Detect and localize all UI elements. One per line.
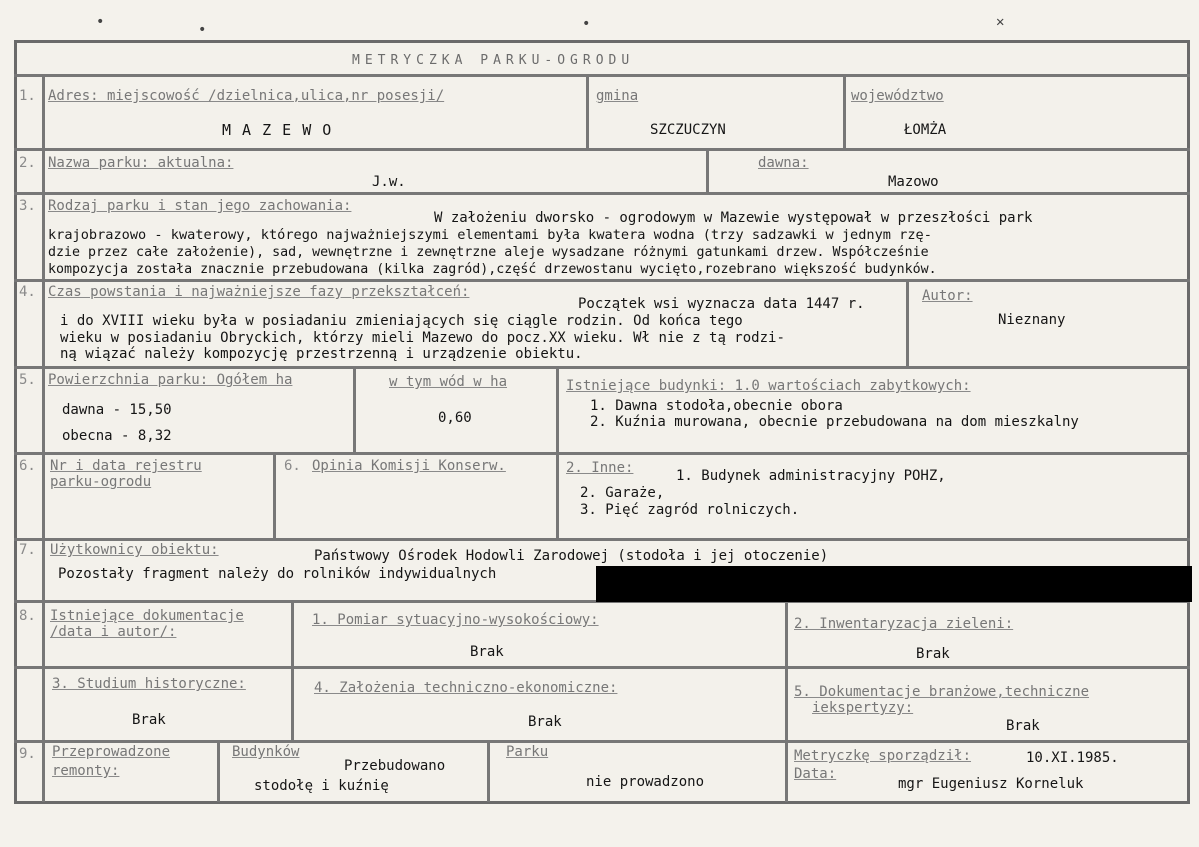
tech-economic-label: 4. Założenia techniczno-ekonomiczne: <box>314 680 618 696</box>
park-repairs-label: Parku <box>506 744 549 760</box>
col-divider <box>217 742 220 802</box>
park-repairs-value: nie prowadzono <box>586 774 705 790</box>
repairs-label: remonty: <box>52 763 120 779</box>
other-building-item: 1. Budynek administracyjny POHZ, <box>676 468 946 484</box>
col-divider <box>586 76 589 148</box>
ink-mark: ✕ <box>996 14 1005 30</box>
users-line: Pozostały fragment należy do rolników indywidualnych <box>58 566 497 582</box>
register-label: parku-ogrodu <box>50 474 152 490</box>
branch-docs-label: 5. Dokumentacje branżowe,techniczne <box>794 684 1090 700</box>
former-name-value: Mazowo <box>888 174 939 190</box>
park-type-line: krajobrazowo - kwaterowy, którego najważniejszymi elementami była kwatera wodna (trzy sadzawki w jednym rzę- <box>48 227 932 243</box>
survey-label: 1. Pomiar sytuacyjno-wysokościowy: <box>312 612 599 628</box>
row-divider <box>14 538 1190 541</box>
prepared-date-value: 10.XI.1985. <box>1026 750 1119 766</box>
ink-mark: • <box>96 14 105 30</box>
author-value: Nieznany <box>998 312 1066 328</box>
conservation-opinion-label: Opinia Komisji Konserw. <box>312 458 506 474</box>
section-number: 6. <box>19 458 36 474</box>
documentation-label: /data i autor/: <box>50 624 177 640</box>
existing-buildings-label: Istniejące budynki: 1.0 wartościach zabytkowych: <box>566 378 971 394</box>
col-divider <box>556 368 559 538</box>
row-divider <box>14 366 1190 369</box>
section-number: 7. <box>19 542 36 558</box>
park-area-label: Powierzchnia parku: Ogółem ha <box>48 372 293 388</box>
green-inventory-label: 2. Inwentaryzacja zieleni: <box>794 616 1014 632</box>
redaction-bar <box>596 566 1192 602</box>
repairs-label: Przeprowadzone <box>52 744 171 760</box>
section-number: 3. <box>19 198 36 214</box>
park-type-line: kompozycja została znacznie przebudowana (kilka zagród),część drzewostanu wycięto,rozebrano większość budynków. <box>48 262 937 277</box>
row-divider <box>14 74 1190 77</box>
history-phases-line: Początek wsi wyznacza data 1447 r. <box>578 296 865 312</box>
row-divider <box>14 452 1190 455</box>
col-divider <box>353 368 356 452</box>
section-number: 1. <box>19 88 36 104</box>
current-name-label: Nazwa parku: aktualna: <box>48 155 234 171</box>
col-divider <box>906 281 909 366</box>
building-item: 2. Kuźnia murowana, obecnie przebudowana na dom mieszkalny <box>590 414 1079 430</box>
gmina-label: gmina <box>596 88 639 104</box>
branch-docs-label: iekspertyzy: <box>812 700 914 716</box>
tech-economic-value: Brak <box>528 714 562 730</box>
history-phases-line: i do XVIII wieku była w posiadaniu zmieniających się ciągle rodzin. Od końca tego <box>60 313 743 329</box>
survey-value: Brak <box>470 644 504 660</box>
history-phases-line: ną wiązać należy kompozycję przestrzenną i urządzenie obiektu. <box>60 346 583 362</box>
col-divider <box>843 76 846 148</box>
historical-study-value: Brak <box>132 712 166 728</box>
park-type-line: dzie przez całe założenie), sad, wewnętrzne i zewnętrzne aleje wysadzane różnymi gatunkami drzew. Współcześnie <box>48 245 929 260</box>
park-type-label: Rodzaj parku i stan jego zachowania: <box>48 198 352 214</box>
buildings-repairs-value: stodołę i kuźnię <box>254 778 389 794</box>
row-divider <box>14 740 1190 743</box>
buildings-repairs-label: Budynków <box>232 744 300 760</box>
author-label: Autor: <box>922 288 973 304</box>
former-name-label: dawna: <box>758 155 809 171</box>
history-phases-line: wieku w posiadaniu Obryckich, którzy mieli Mazewo do pocz.XX wieku. Wł nie z tą rodzi- <box>60 330 785 346</box>
voivodeship-label: województwo <box>851 88 944 104</box>
row-divider <box>14 148 1190 151</box>
form-title: METRYCZKA PARKU-OGRODU <box>352 53 635 68</box>
other-building-item: 3. Pięć zagród rolniczych. <box>580 502 800 518</box>
historical-study-label: 3. Studium historyczne: <box>52 676 246 692</box>
current-area-value: obecna - 8,32 <box>62 428 172 444</box>
address-value: M A Z E W O <box>222 121 333 139</box>
branch-docs-value: Brak <box>1006 718 1040 734</box>
water-area-value: 0,60 <box>438 410 472 426</box>
users-line: Państwowy Ośrodek Hodowli Zarodowej (stodoła i jej otoczenie) <box>314 548 829 564</box>
ink-mark: • <box>198 22 207 38</box>
section-number: 9. <box>19 746 36 762</box>
other-buildings-label: 2. Inne: <box>566 460 634 476</box>
documentation-label: Istniejące dokumentacje <box>50 608 244 624</box>
register-label: Nr i data rejestru <box>50 458 202 474</box>
col-divider <box>706 150 709 192</box>
number-column-rule <box>42 76 45 802</box>
buildings-repairs-value: Przebudowano <box>344 758 446 774</box>
section-number: 6. <box>284 458 301 474</box>
section-number: 8. <box>19 608 36 624</box>
col-divider <box>273 454 276 538</box>
col-divider <box>487 742 490 802</box>
section-number: 5. <box>19 372 36 388</box>
park-type-line: W założeniu dworsko - ogrodowym w Mazewie występował w przeszłości park <box>434 210 1033 226</box>
address-label: Adres: miejscowość /dzielnica,ulica,nr posesji/ <box>48 88 445 104</box>
section-number: 4. <box>19 284 36 300</box>
prepared-by-value: mgr Eugeniusz Korneluk <box>898 776 1084 792</box>
col-divider <box>785 742 788 802</box>
history-phases-label: Czas powstania i najważniejsze fazy przekształceń: <box>48 284 470 300</box>
row-divider <box>14 279 1190 282</box>
section-number: 2. <box>19 155 36 171</box>
ink-mark: • <box>582 16 591 32</box>
row-divider <box>14 666 1190 669</box>
date-label: Data: <box>794 766 837 782</box>
former-area-value: dawna - 15,50 <box>62 402 172 418</box>
water-area-label: w tym wód w ha <box>389 374 508 390</box>
green-inventory-value: Brak <box>916 646 950 662</box>
prepared-by-label: Metryczkę sporządził: <box>794 748 972 764</box>
other-building-item: 2. Garaże, <box>580 485 665 501</box>
building-item: 1. Dawna stodoła,obecnie obora <box>590 398 843 414</box>
voivodeship-value: ŁOMŻA <box>904 122 947 138</box>
gmina-value: SZCZUCZYN <box>650 122 726 138</box>
col-divider <box>291 602 294 740</box>
row-divider <box>14 192 1190 195</box>
col-divider <box>785 602 788 740</box>
users-label: Użytkownicy obiektu: <box>50 542 219 558</box>
current-name-value: J.w. <box>372 174 406 190</box>
